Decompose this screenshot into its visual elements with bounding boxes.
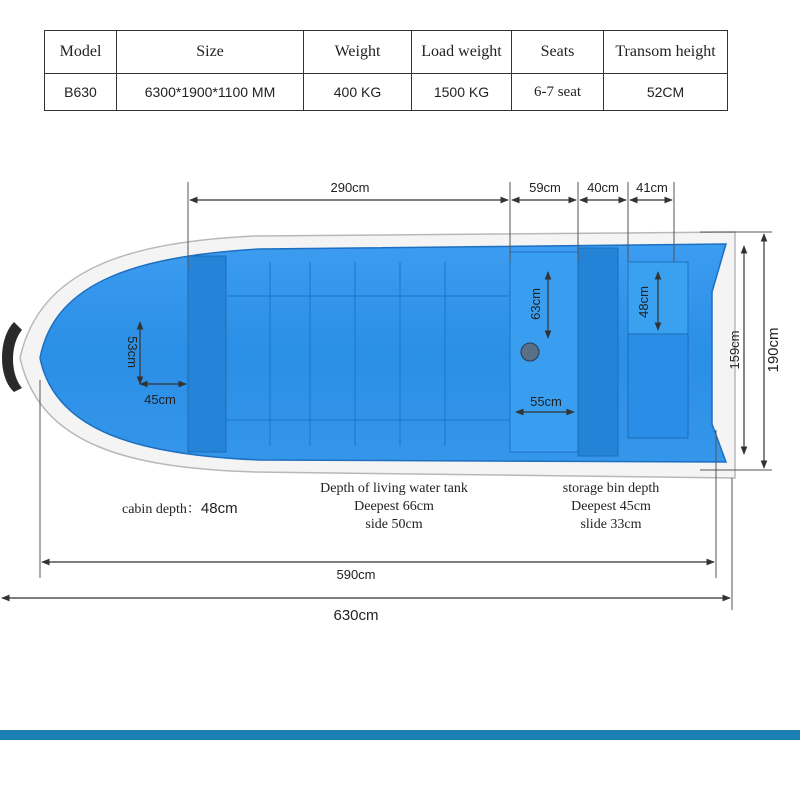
bin-note-line-2: Deepest 45cm [571, 499, 651, 514]
living-water-tank [510, 252, 578, 452]
dim-45: 45cm [144, 392, 176, 407]
dim-630: 630cm [333, 607, 379, 624]
header-weight: Weight [304, 31, 412, 74]
tank-note-line-1: Depth of living water tank [320, 481, 468, 496]
cabin-depth-note [122, 500, 238, 519]
dim-48: 48cm [636, 286, 651, 318]
cell-load-weight: 1500 KG [412, 74, 512, 111]
tank-depth-note [312, 480, 476, 534]
bin-note-line-3: slide 33cm [580, 517, 642, 532]
tank-note-line-3: side 50cm [365, 517, 423, 532]
dim-41: 41cm [636, 180, 668, 195]
dim-55: 55cm [530, 394, 562, 409]
header-seats: Seats [512, 31, 604, 74]
dim-63: 63cm [528, 288, 543, 320]
drain-fitting [521, 343, 539, 361]
cell-seats: 6-7 seat [512, 74, 604, 111]
header-model: Model [45, 31, 117, 74]
header-load-weight: Load weight [412, 31, 512, 74]
header-transom-height: Transom height [604, 31, 728, 74]
rear-seat [628, 334, 688, 438]
dim-159: 159cm [727, 330, 742, 370]
tank-note-line-2: Deepest 66cm [354, 499, 434, 514]
dim-59: 59cm [529, 180, 561, 195]
bow-fitting [2, 322, 22, 392]
middle-seat [578, 248, 618, 456]
dim-40: 40cm [587, 180, 619, 195]
cell-transom-height: 52CM [604, 74, 728, 111]
dim-53: 53cm [125, 336, 140, 368]
cell-size: 6300*1900*1100 MM [117, 74, 304, 111]
header-size: Size [117, 31, 304, 74]
bin-depth-note [552, 480, 670, 534]
cabin-depth-value: 48cm [200, 500, 238, 517]
dim-590: 590cm [336, 567, 376, 582]
bottom-accent-band [0, 730, 800, 740]
cell-model: B630 [45, 74, 117, 111]
bench-bow [188, 256, 226, 452]
boat-inner-hull [40, 244, 726, 462]
cabin-depth-label: cabin depth： [122, 502, 201, 517]
dim-190: 190cm [765, 327, 782, 373]
bin-note-line-1: storage bin depth [562, 481, 660, 496]
dim-290: 290cm [330, 180, 370, 195]
cell-weight: 400 KG [304, 74, 412, 111]
